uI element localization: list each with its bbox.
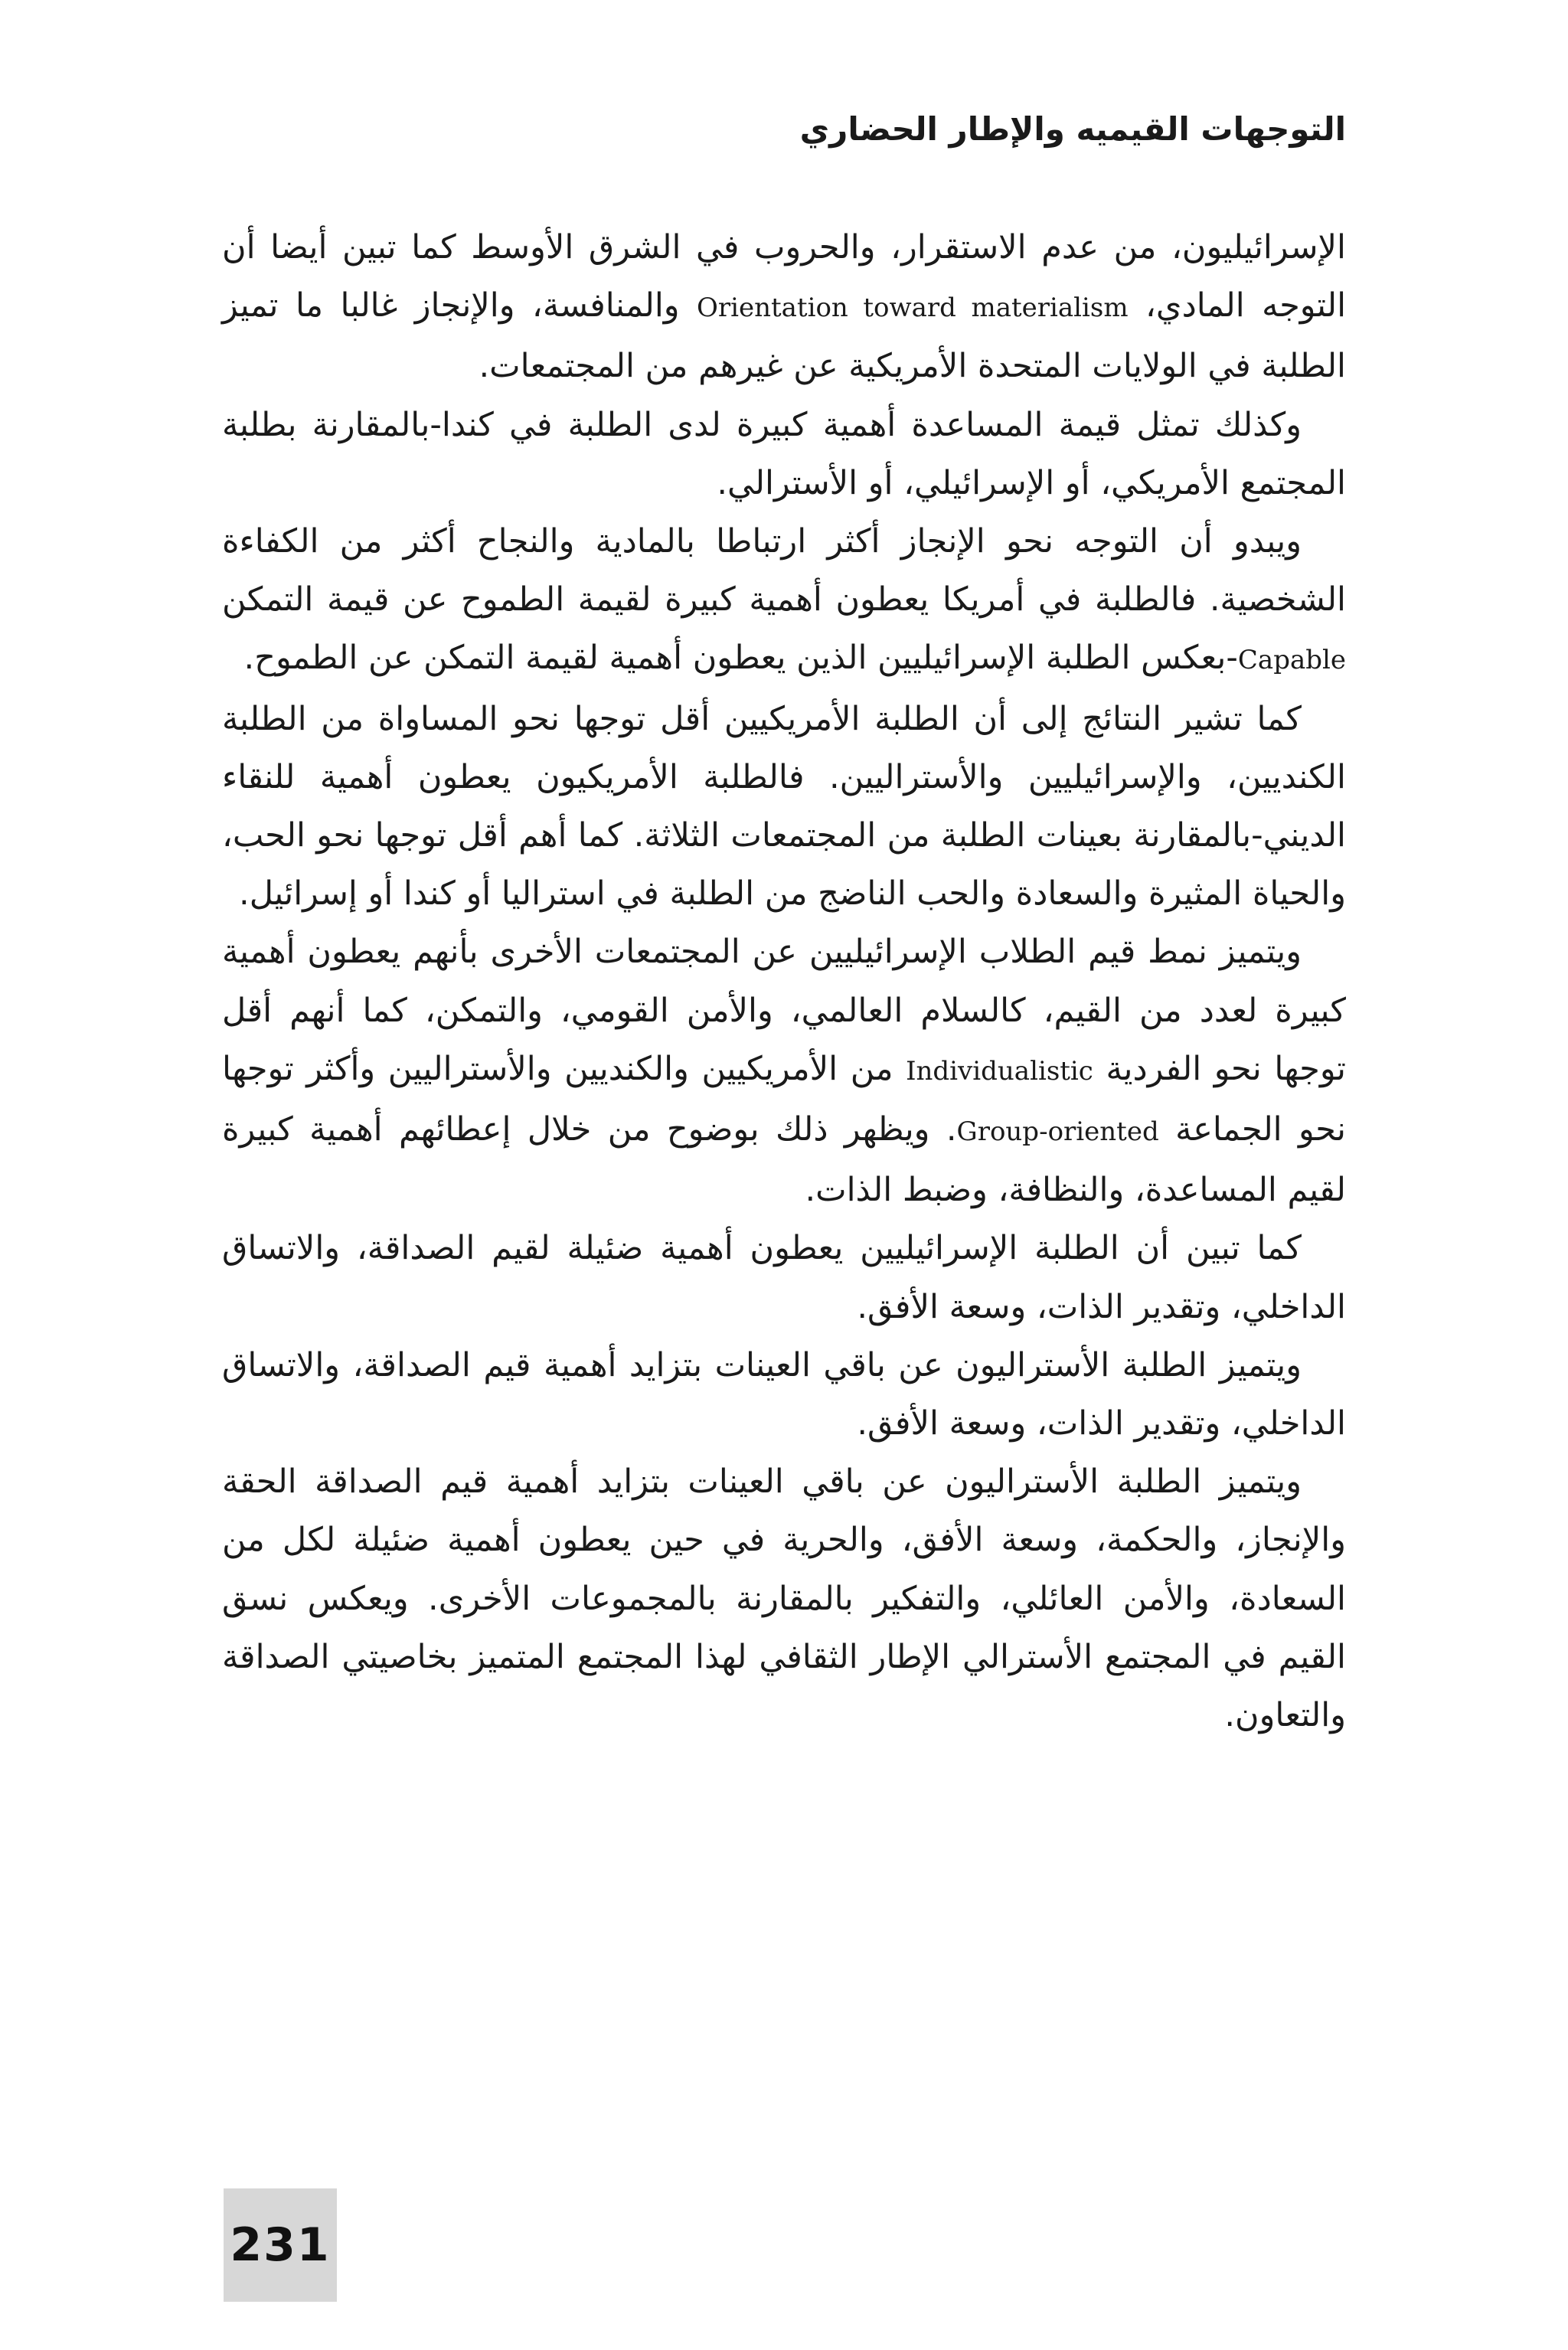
- paragraph-2: وكذلك تمثل قيمة المساعدة أهمية كبيرة لدى الطلبة في كندا-بالمقارنة بطلبة المجتمع الأمريكي، أو الإسرائيلي، أو الأسترالي.: [222, 405, 1346, 502]
- paragraph-5: ويتميز نمط قيم الطلاب الإسرائيليين عن المجتمعات الأخرى بأنهم يعطون أهمية كبيرة لعدد من القيم، كالسلام العالمي، والأمن القومي، والتمكن، كما أنهم أقل توجها نحو الفردية Individualistic من الأمريكيين والكنديين والأستراليين وأكثر توجها نحو الجماعة Group-oriented. ويظهر ذلك بوضوح من خلال إعطائهم أهمية كبيرة لقيم المساعدة، والنظافة، وضبط الذات.: [222, 933, 1347, 1210]
- body-text: [222, 218, 1346, 1744]
- running-header: التوجهات القيميه والإطار الحضاري: [799, 110, 1346, 148]
- latin-term: Capable: [1237, 645, 1346, 676]
- paragraph-7: ويتميز الطلبة الأستراليون عن باقي العينات بتزايد أهمية قيم الصداقة، والاتساق الداخلي، وتقدير الذات، وسعة الأفق.: [222, 1345, 1346, 1443]
- paragraph-6: كما تبين أن الطلبة الإسرائيليين يعطون أهمية ضئيلة لقيم الصداقة، والاتساق الداخلي، وتقدير الذات، وسعة الأفق.: [222, 1229, 1346, 1326]
- paragraph-8: ويتميز الطلبة الأستراليون عن باقي العينات بتزايد أهمية قيم الصداقة الحقة والإنجاز، والحكمة، وسعة الأفق، والحرية في حين يعطون أهمية ضئيلة لكل من السعادة، والأمن العائلي، والتفكير بالمقارنة بالمجموعات الأخرى. ويعكس نسق القيم في المجتمع الأسترالي الإطار الثقافي لهذا المجتمع المتميز بخاصيتي الصداقة والتعاون.: [222, 1463, 1346, 1735]
- paragraph-3: ويبدو أن التوجه نحو الإنجاز أكثر ارتباطا بالمادية والنجاح أكثر من الكفاءة الشخصية. فالطلبة في أمريكا يعطون أهمية كبيرة لقيمة الطموح عن قيمة التمكن Capable-بعكس الطلبة الإسرائيليين الذين يعطون أهمية لقيمة التمكن عن الطموح.: [222, 522, 1346, 678]
- page-number-box: [224, 2188, 337, 2302]
- latin-term: Orientation toward materialism: [696, 293, 1129, 324]
- page-number: 231: [230, 2218, 331, 2272]
- paragraph-4: كما تشير النتائج إلى أن الطلبة الأمريكيين أقل توجها نحو المساواة من الطلبة الكنديين، والإسرائيليين والأستراليين. فالطلبة الأمريكيون يعطون أهمية للنقاء الديني-بالمقارنة بعينات الطلبة من المجتمعات الثلاثة. كما أهم أقل توجها نحو الحب، والحياة المثيرة والسعادة والحب الناضج من الطلبة في استراليا أو كندا أو إسرائيل.: [222, 699, 1346, 914]
- latin-term: Individualistic: [906, 1055, 1093, 1087]
- latin-term: Group-oriented: [956, 1116, 1159, 1148]
- paragraph-1: الإسرائيليون، من عدم الاستقرار، والحروب في الشرق الأوسط كما تبين أيضا أن التوجه المادي، Orientation toward materialism والمنافسة، والإنجاز غالبا ما تميز الطلبة في الولايات المتحدة الأمريكية عن غيرهم من المجتمعات.: [222, 228, 1347, 386]
